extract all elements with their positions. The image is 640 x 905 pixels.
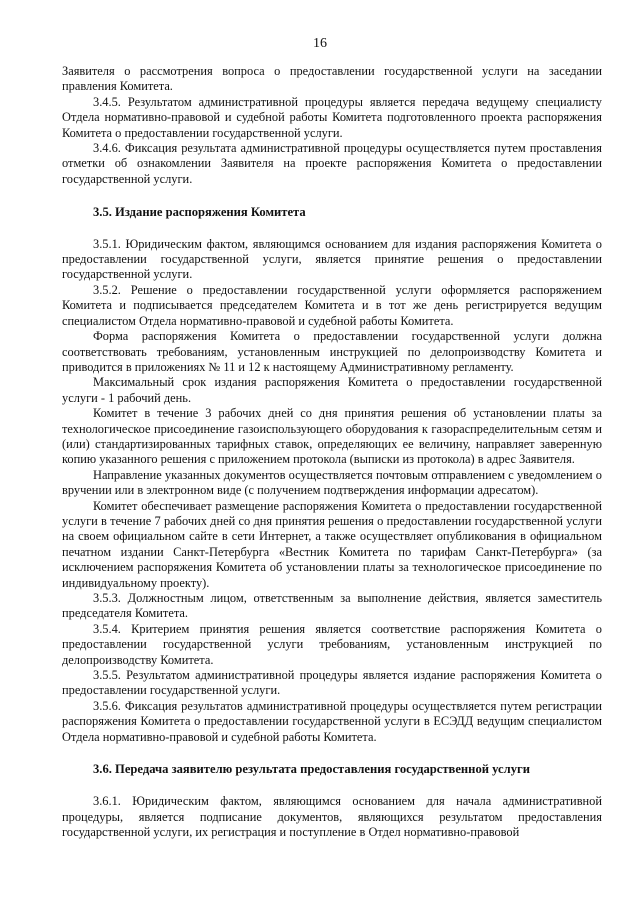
- paragraph: Комитет в течение 3 рабочих дней со дня принятия решения об установлении платы за технологическое присоединение газоиспользующего оборудования к газораспределительным сетям и (или) стандартизированных тарифных ставок, определяющих ее величину, направляет заверенную копию указанного решения с приложением протокола (выписки из протокола) в адрес Заявителя.: [62, 406, 602, 467]
- paragraph: 3.5.3. Должностным лицом, ответственным за выполнение действия, является заместитель председателя Комитета.: [62, 591, 602, 621]
- paragraph: 3.4.6. Фиксация результата административной процедуры осуществляется путем проставления отметки об ознакомлении Заявителя на проекте распоряжения Комитета о предоставлении государственной услуги.: [62, 141, 602, 186]
- paragraph: Комитет обеспечивает размещение распоряжения Комитета о предоставлении государственной услуги в течение 7 рабочих дней со дня принятия решения о предоставлении государственной услуги на своем официальном сайте в сети Интернет, а также осуществляет опубликования в официальном печатном издании Санкт-Петербурга «Вестник Комитета по тарифам Санкт-Петербурга» (за исключением распоряжения Комитета об установлении платы за технологическое присоединение по индивидуальному проекту).: [62, 498, 602, 590]
- paragraph: Заявителя о рассмотрения вопроса о предоставлении государственной услуги на заседании правления Комитета.: [62, 64, 602, 94]
- paragraph: 3.5.5. Результатом административной процедуры является издание распоряжения Комитета о предоставлении государственной услуги.: [62, 668, 602, 698]
- paragraph: 3.6.1. Юридическим фактом, являющимся основанием для начала административной процедуры, является подписание документов, являющихся результатом предоставления государственной услуги, их регистрация и поступление в Отдел нормативно-правовой: [62, 794, 602, 840]
- paragraph: 3.4.5. Результатом административной процедуры является передача ведущему специалисту Отдела нормативно-правовой и судебной работы Комитета подготовленного проекта распоряжения Комитета о предоставлении государственной услуги.: [62, 94, 602, 140]
- document-body: [62, 64, 602, 841]
- paragraph: 3.5.4. Критерием принятия решения является соответствие распоряжения Комитета о предоставлении государственной услуги требованиям, установленным инструкцией по делопроизводству Комитета.: [62, 621, 602, 667]
- section-heading: 3.5. Издание распоряжения Комитета: [93, 205, 306, 220]
- paragraph: Максимальный срок издания распоряжения Комитета о предоставлении государственной услуги - 1 рабочий день.: [62, 375, 602, 405]
- paragraph: Форма распоряжения Комитета о предоставлении государственной услуги должна соответствовать требованиям, установленным инструкцией по делопроизводству Комитета и приводится в приложениях № 11 и 12 к настоящему Административному регламенту.: [62, 329, 602, 374]
- paragraph: 3.5.2. Решение о предоставлении государственной услуги оформляется распоряжением Комитета и подписывается председателем Комитета и в тот же день регистрируется ведущим специалистом Отдела нормативно-правовой и судебной работы Комитета.: [62, 282, 602, 328]
- paragraph: 3.5.1. Юридическим фактом, являющимся основанием для издания распоряжения Комитета о предоставлении государственной услуги, является принятие решения о предоставлении государственной услуги.: [62, 236, 602, 282]
- section-heading: 3.6. Передача заявителю результата предоставления государственной услуги: [93, 762, 530, 777]
- paragraph: Направление указанных документов осуществляется почтовым отправлением с уведомлением о вручении или в электронном виде (с получением подтверждения информации адресатом).: [62, 467, 602, 498]
- page-number: 16: [313, 36, 327, 51]
- paragraph: 3.5.6. Фиксация результатов административной процедуры осуществляется путем регистрации распоряжения Комитета о предоставлении государственной услуги в ЕСЭДД ведущим специалистом Отдела нормативно-правовой и судебной работы Комитета.: [62, 698, 602, 744]
